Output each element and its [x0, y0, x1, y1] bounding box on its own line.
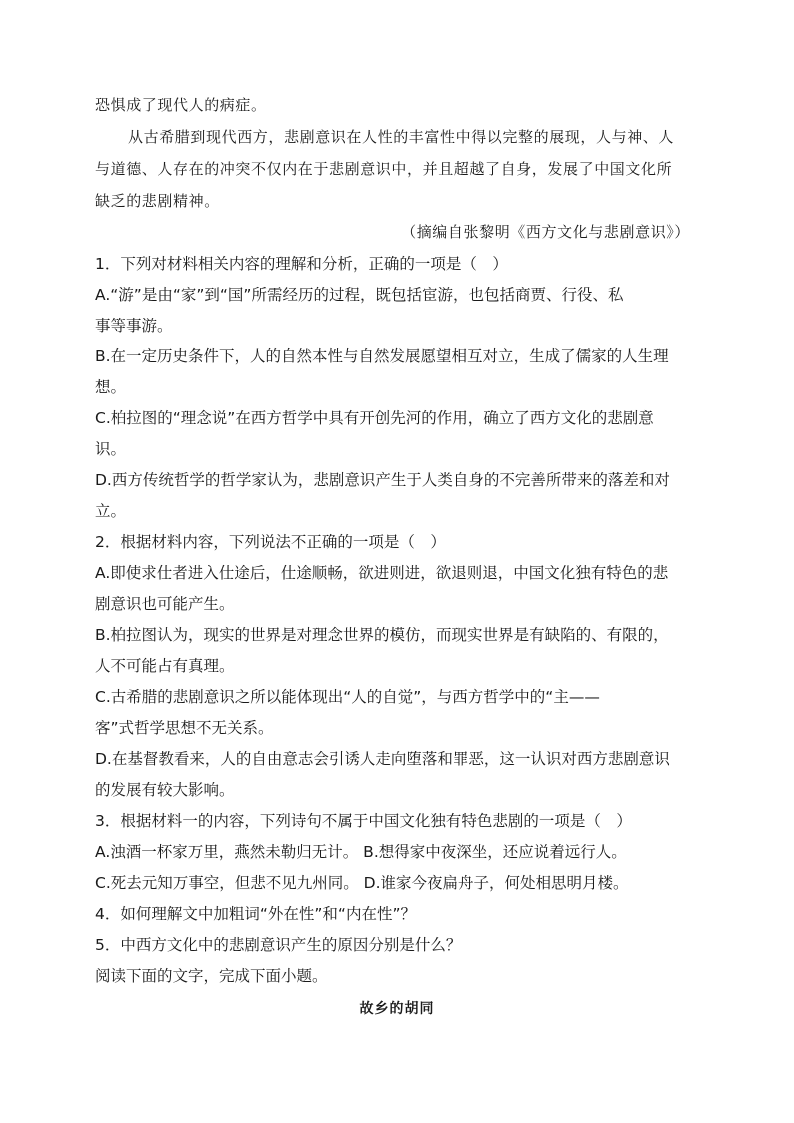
question-2-option-a-cont: 剧意识也可能产生。: [95, 595, 235, 613]
question-3-options-row: A.浊酒一杯家万里，燕然未勒归无计。 B.想得家中夜深坐，还应说着远行人。: [95, 843, 627, 861]
question-2-option-d-cont: 的发展有较大影响。: [95, 781, 235, 799]
question-2-option-d: D.在基督教看来，人的自由意志会引诱人走向堕落和罪恶，这一认识对西方悲剧意识: [95, 750, 670, 768]
passage-source: （摘编自张黎明《西方文化与悲剧意识》）: [401, 223, 690, 241]
question-1-option-d: D.西方传统哲学的哲学家认为，悲剧意识产生于人类自身的不完善所带来的落差和对: [95, 471, 670, 489]
question-2-option-c-cont: 客”式哲学思想不无关系。: [95, 719, 274, 737]
passage-paragraph-line: 与道德、人存在的冲突不仅内在于悲剧意识中，并且超越了自身，发展了中国文化所: [95, 160, 673, 178]
passage-line: 恐惧成了现代人的病症。: [95, 96, 267, 114]
question-1-option-c-cont: 识。: [95, 440, 127, 458]
question-2-option-b: B.柏拉图认为，现实的世界是对理念世界的模仿，而现实世界是有缺陷的、有限的，: [95, 626, 669, 644]
question-1-stem: 1．下列对材料相关内容的理解和分析，正确的一项是（ ）: [95, 255, 508, 273]
question-4-stem: 4．如何理解文中加粗词“外在性”和“内在性”？: [95, 905, 416, 923]
question-1-option-b: B.在一定历史条件下，人的自然本性与自然发展愿望相互对立，生成了儒家的人生理: [95, 347, 669, 365]
question-3-stem: 3．根据材料一的内容，下列诗句不属于中国文化独有特色悲剧的一项是（ ）: [95, 812, 632, 830]
question-5-stem: 5．中西方文化中的悲剧意识产生的原因分别是什么？: [95, 936, 462, 954]
passage-paragraph-line: 缺乏的悲剧精神。: [95, 192, 220, 210]
question-1-option-d-cont: 立。: [95, 502, 127, 520]
question-1-option-a: A.“游”是由“家”到“国”所需经历的过程，既包括宦游，也包括商贾、行役、私: [95, 286, 624, 304]
section-title: 故乡的胡同: [359, 1001, 435, 1017]
question-3-options-row: C.死去元知万事空，但悲不见九州同。 D.谁家今夜扁舟子，何处相思明月楼。: [95, 874, 629, 892]
question-2-option-a: A.即使求仕者进入仕途后，仕途顺畅，欲进则进，欲退则退，中国文化独有特色的悲: [95, 564, 669, 582]
question-1-option-c: C.柏拉图的“理念说”在西方哲学中具有开创先河的作用，确立了西方文化的悲剧意: [95, 409, 654, 427]
reading-instruction: 阅读下面的文字，完成下面小题。: [95, 967, 328, 985]
question-1-option-b-cont: 想。: [95, 378, 127, 396]
passage-paragraph-line: 从古希腊到现代西方，悲剧意识在人性的丰富性中得以完整的展现，人与神、人: [128, 128, 675, 146]
question-2-stem: 2．根据材料内容，下列说法不正确的一项是（ ）: [95, 533, 446, 551]
question-2-option-b-cont: 人不可能占有真理。: [95, 657, 235, 675]
question-1-option-a-cont: 事等事游。: [95, 317, 173, 335]
question-2-option-c: C.古希腊的悲剧意识之所以能体现出“人的自觉”，与西方哲学中的“主——: [95, 688, 600, 706]
